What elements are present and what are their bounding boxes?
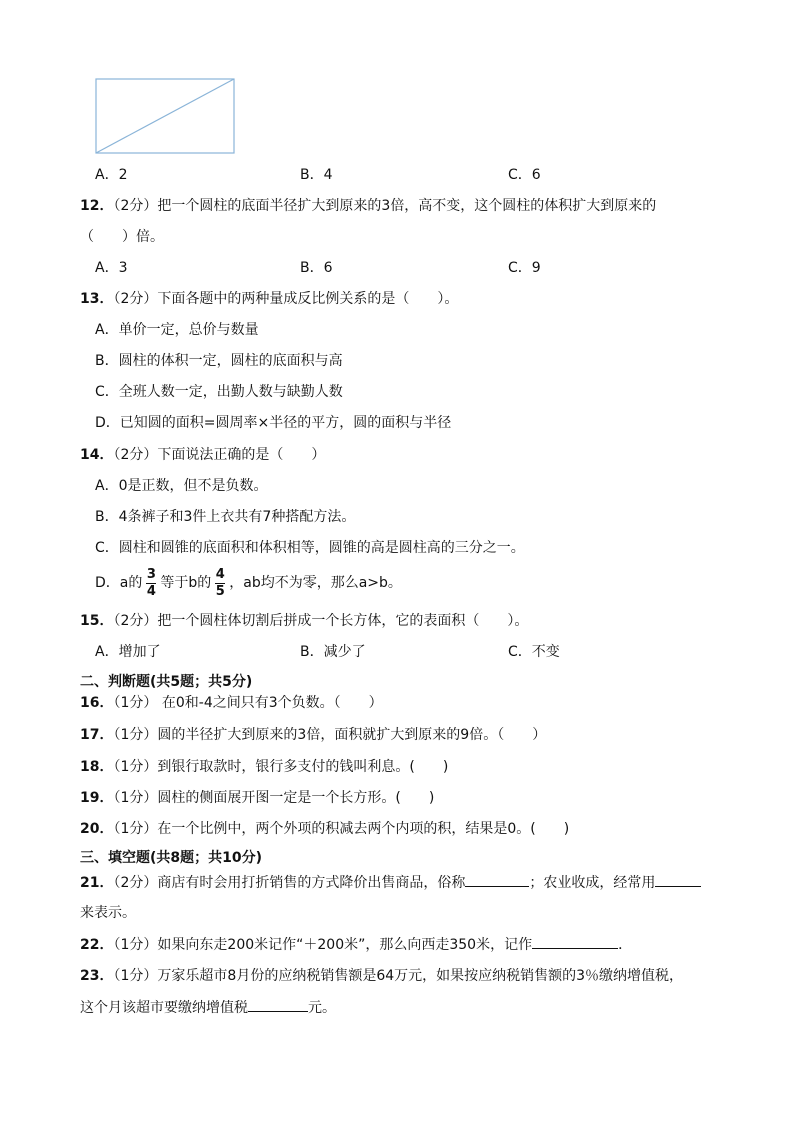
q14-number: 14． bbox=[80, 447, 114, 463]
q15-option-b[interactable]: B．减少了 bbox=[300, 644, 366, 660]
q20 bbox=[80, 819, 569, 839]
q15-stem bbox=[80, 611, 528, 631]
q21-text-a: 商店有时会用打折销售的方式降价出售商品，俗称 bbox=[157, 875, 466, 891]
q14-text: 下面说法正确的是（ ） bbox=[157, 447, 326, 463]
q19-text: 圆柱的侧面展开图一定是一个长方形。( ) bbox=[157, 790, 435, 806]
q23-text-2b: 元。 bbox=[308, 1000, 336, 1016]
q22-score: （1分） bbox=[113, 937, 158, 953]
q12-score: （2分） bbox=[113, 198, 158, 214]
q16-number: 16． bbox=[80, 695, 114, 711]
q23-number: 23． bbox=[80, 968, 114, 984]
fraction-numerator: 3 bbox=[146, 566, 156, 582]
q11-option-a[interactable]: A．2 bbox=[95, 167, 128, 183]
q19-number: 19． bbox=[80, 790, 114, 806]
q14-d-suffix: ，ab均不为零，那么a>b。 bbox=[229, 575, 402, 591]
q18-score: （1分） bbox=[113, 759, 158, 775]
fraction-three-quarters bbox=[146, 568, 156, 599]
q17-score: （1分） bbox=[113, 727, 158, 743]
q13-score: （2分） bbox=[113, 291, 158, 307]
fraction-denominator: 5 bbox=[215, 583, 225, 599]
q15-option-c[interactable]: C．不变 bbox=[508, 644, 560, 660]
q23-blank[interactable] bbox=[248, 997, 308, 1012]
q21-blank-1[interactable] bbox=[465, 872, 529, 887]
q22-blank[interactable] bbox=[532, 934, 618, 949]
q21-blank-2[interactable] bbox=[655, 872, 701, 887]
figure-diagonal bbox=[96, 79, 234, 153]
q14-stem bbox=[80, 445, 325, 465]
q14-d-mid: 等于b的 bbox=[160, 575, 212, 591]
q23-score: （1分） bbox=[113, 968, 158, 984]
q12-option-c[interactable]: C．9 bbox=[508, 260, 541, 276]
q16-score: （1分） bbox=[113, 695, 158, 711]
q12-stem bbox=[80, 196, 656, 216]
q22-text-a: 如果向东走200米记作“＋200米”，那么向西走350米，记作 bbox=[157, 937, 533, 953]
q14-option-d[interactable] bbox=[95, 565, 402, 601]
q21-score: （2分） bbox=[113, 875, 158, 891]
fraction-denominator: 4 bbox=[146, 583, 156, 599]
fraction-four-fifths bbox=[215, 568, 225, 599]
q12-text-1: 把一个圆柱的底面半径扩大到原来的3倍，高不变，这个圆柱的体积扩大到原来的 bbox=[157, 198, 657, 214]
q13-stem bbox=[80, 289, 458, 309]
q14-option-b[interactable]: B．4条裤子和3件上衣共有7种搭配方法。 bbox=[95, 509, 356, 525]
q17 bbox=[80, 725, 546, 745]
q23-stem-cont bbox=[80, 997, 336, 1018]
q16-text: 在0和-4之间只有3个负数。（ ） bbox=[157, 695, 383, 711]
q19-score: （1分） bbox=[113, 790, 158, 806]
q21-text-b: ；农业收成，经常用 bbox=[529, 875, 656, 891]
q12-option-b[interactable]: B．6 bbox=[300, 260, 333, 276]
q13-text: 下面各题中的两种量成反比例关系的是（ ）。 bbox=[157, 291, 459, 307]
q21-number: 21． bbox=[80, 875, 114, 891]
q20-number: 20． bbox=[80, 821, 114, 837]
q13-option-d[interactable]: D．已知圆的面积=圆周率×半径的平方，圆的面积与半径 bbox=[95, 415, 452, 431]
q13-number: 13． bbox=[80, 291, 114, 307]
fraction-numerator: 4 bbox=[215, 566, 225, 582]
q15-text: 把一个圆柱体切割后拼成一个长方体，它的表面积（ ）。 bbox=[157, 613, 529, 629]
q17-text: 圆的半径扩大到原来的3倍，面积就扩大到原来的9倍。（ ） bbox=[157, 727, 547, 743]
q20-score: （1分） bbox=[113, 821, 158, 837]
q12-option-a[interactable]: A．3 bbox=[95, 260, 128, 276]
q11-option-b[interactable]: B．4 bbox=[300, 167, 333, 183]
q15-score: （2分） bbox=[113, 613, 158, 629]
q14-d-prefix: D．a的 bbox=[95, 575, 143, 591]
q23-text-2a: 这个月该超市要缴纳增值税 bbox=[80, 1000, 248, 1016]
q14-option-a[interactable]: A．0是正数，但不是负数。 bbox=[95, 478, 268, 494]
q14-option-c[interactable]: C．圆柱和圆锥的底面积和体积相等，圆锥的高是圆柱高的三分之一。 bbox=[95, 540, 525, 556]
q21-stem-cont: 来表示。 bbox=[80, 905, 136, 921]
q15-option-a[interactable]: A．增加了 bbox=[95, 644, 161, 660]
q16 bbox=[80, 693, 383, 713]
q13-option-a[interactable]: A．单价一定，总价与数量 bbox=[95, 322, 259, 338]
q17-number: 17． bbox=[80, 727, 114, 743]
rectangle-diagonal-figure bbox=[95, 78, 237, 156]
q15-number: 15． bbox=[80, 613, 114, 629]
q13-option-c[interactable]: C．全班人数一定，出勤人数与缺勤人数 bbox=[95, 384, 343, 400]
q22-text-b: ． bbox=[618, 937, 633, 953]
q23-text-1: 万家乐超市8月份的应纳税销售额是64万元，如果按应纳税销售额的3％缴纳增值税， bbox=[157, 968, 684, 984]
q13-option-b[interactable]: B．圆柱的体积一定，圆柱的底面积与高 bbox=[95, 353, 343, 369]
q23-stem bbox=[80, 966, 683, 986]
q19 bbox=[80, 788, 434, 808]
section-fill-heading: 三、填空题(共8题；共10分) bbox=[80, 850, 263, 866]
q22-stem bbox=[80, 934, 632, 955]
q12-number: 12． bbox=[80, 198, 114, 214]
q20-text: 在一个比例中，两个外项的积减去两个内项的积，结果是0。( ) bbox=[157, 821, 570, 837]
q21-stem bbox=[80, 872, 701, 893]
q12-stem-cont: （ ）倍。 bbox=[80, 229, 164, 245]
q18 bbox=[80, 757, 448, 777]
q14-score: （2分） bbox=[113, 447, 158, 463]
q11-option-c[interactable]: C．6 bbox=[508, 167, 541, 183]
q18-number: 18． bbox=[80, 759, 114, 775]
section-judge-heading: 二、判断题(共5题；共5分) bbox=[80, 674, 253, 690]
q22-number: 22． bbox=[80, 937, 114, 953]
q18-text: 到银行取款时，银行多支付的钱叫利息。( ) bbox=[157, 759, 449, 775]
